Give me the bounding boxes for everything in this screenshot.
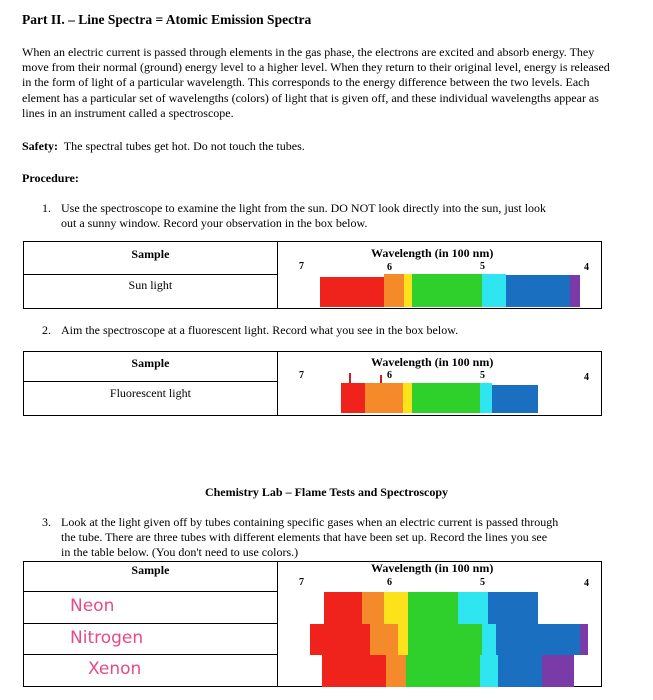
- wavelength-header: Wavelength (in 100 nm): [371, 561, 494, 575]
- step-line: Use the spectroscope to examine the light from the sun. DO NOT look directly into the sun, just look: [61, 201, 547, 215]
- safety-label: Safety:: [22, 139, 58, 153]
- sun-band-green: [412, 274, 482, 307]
- xenon-band-orange: [386, 655, 406, 687]
- tick-5: 5: [480, 577, 485, 588]
- tick-6: 6: [387, 577, 392, 588]
- step-2: [42, 323, 622, 339]
- tick-6: 6: [387, 262, 392, 273]
- xenon-band-green: [406, 655, 480, 687]
- step-number: 3.: [42, 515, 51, 529]
- step-line: the tube. There are three tubes with different elements that have been set up. Record the lines you see: [61, 530, 548, 544]
- step-line: Aim the spectroscope at a fluorescent light. Record what you see in the box below.: [61, 323, 459, 337]
- sample-header: Sample: [24, 352, 278, 382]
- fluor-mark-orange: [380, 375, 382, 383]
- neon-band-blue: [488, 592, 538, 624]
- handwritten-sample-nitrogen: Nitrogen: [70, 628, 144, 648]
- neon-band-yellow: [384, 592, 408, 624]
- tick-7: 7: [299, 577, 304, 588]
- sample-cell: Fluorescent light: [24, 382, 278, 416]
- step-line: in the table below. (You don't need to use colors.): [61, 545, 299, 559]
- sun-band-yellow: [404, 274, 412, 307]
- safety-text: The spectral tubes get hot. Do not touch the tubes.: [63, 139, 305, 153]
- neon-band-orange: [362, 592, 384, 624]
- sample-cell: Sun light: [24, 275, 278, 309]
- tick-4: 4: [584, 578, 589, 589]
- tick-5: 5: [480, 261, 485, 272]
- nitrogen-band-green: [408, 624, 482, 655]
- xenon-band-cyan: [480, 655, 498, 687]
- nitrogen-band-orange: [370, 624, 398, 655]
- neon-band-cyan: [458, 592, 488, 624]
- sample-cell: [24, 592, 278, 624]
- fluor-mark-red: [349, 373, 351, 383]
- nitrogen-band-red: [310, 624, 370, 655]
- sample-header: Sample: [24, 562, 278, 592]
- neon-band-red: [324, 592, 362, 624]
- tick-7: 7: [299, 370, 304, 381]
- procedure-label: Procedure:: [22, 171, 79, 185]
- handwritten-sample-xenon: Xenon: [88, 659, 142, 679]
- nitrogen-band-blue: [496, 624, 580, 655]
- fluor-band-yellow: [403, 383, 412, 413]
- step-line: Look at the light given off by tubes containing specific gases when an electric current is passed through: [61, 515, 559, 529]
- tick-4: 4: [584, 262, 589, 273]
- sample-header: Sample: [24, 242, 278, 275]
- sample-cell: [24, 624, 278, 655]
- nitrogen-band-cyan: [482, 624, 496, 655]
- intro-paragraph: When an electric current is passed through elements in the gas phase, the electrons are excited and absorb energy. They move from their normal (ground) energy level to a higher level. When they return to their original level, energy is released in the form of light of a particular wavelength. This corresponds to the energy difference between the two levels. Each element has a particular set of wavelengths (colors) of light that is given off, and these individual wavelengths appear as lines in an instrument called a spectroscope.: [22, 45, 610, 120]
- xenon-band-violet: [542, 655, 574, 687]
- fluor-band-red: [341, 383, 365, 413]
- tick-6: 6: [387, 370, 392, 381]
- tick-4: 4: [584, 372, 589, 383]
- sun-band-red: [320, 277, 384, 307]
- step-line: out a sunny window. Record your observation in the box below.: [61, 216, 368, 230]
- step-number: 2.: [42, 323, 51, 337]
- sun-band-cyan: [482, 274, 506, 307]
- fluor-band-blue: [492, 385, 538, 413]
- wavelength-header: Wavelength (in 100 nm): [371, 246, 494, 260]
- sun-band-violet: [570, 275, 580, 307]
- step-1: [42, 201, 622, 233]
- xenon-band-blue: [498, 655, 542, 687]
- wavelength-header: Wavelength (in 100 nm): [371, 355, 494, 369]
- neon-band-green: [408, 592, 458, 624]
- safety-note: [22, 139, 305, 154]
- fluor-band-cyan: [480, 383, 492, 413]
- sample-cell: [24, 655, 278, 687]
- tick-5: 5: [480, 370, 485, 381]
- nitrogen-band-violet: [580, 624, 588, 655]
- sun-band-blue: [506, 275, 570, 307]
- sun-band-orange: [384, 274, 404, 307]
- step-3: [42, 515, 632, 561]
- handwritten-sample-neon: Neon: [70, 596, 115, 616]
- fluor-band-orange: [365, 383, 403, 413]
- fluor-band-green: [412, 383, 480, 413]
- page-title: Part II. – Line Spectra = Atomic Emission Spectra: [22, 12, 312, 27]
- section-title: Chemistry Lab – Flame Tests and Spectroscopy: [204, 485, 449, 499]
- tick-7: 7: [299, 261, 304, 272]
- xenon-band-red: [322, 655, 386, 687]
- step-number: 1.: [42, 201, 51, 215]
- nitrogen-band-yellow: [398, 624, 408, 655]
